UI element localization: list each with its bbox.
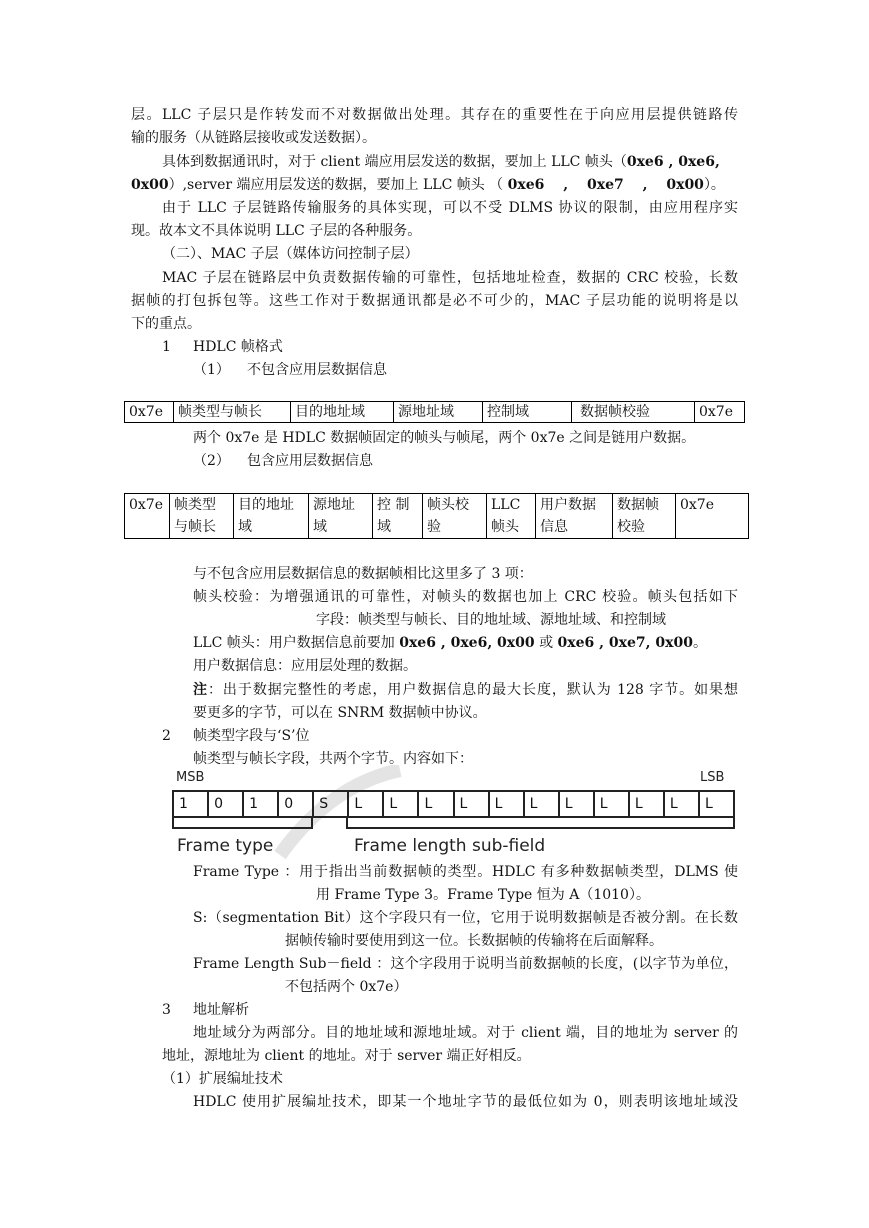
text-line: 由于 LLC 子层链路传输服务的具体实现，可以不受 DLMS 协议的限制，由应用程序实 bbox=[162, 200, 738, 216]
text-line: 用户数据信息：应用层处理的数据。 bbox=[193, 658, 417, 674]
bit-cell: L bbox=[419, 792, 454, 816]
text-span: LLC 帧头：用户数据信息前要加 bbox=[193, 635, 400, 651]
frame-length-label: Frame length sub-field bbox=[354, 836, 546, 856]
table-cell: 目的地址域 bbox=[291, 402, 394, 423]
section-number: 2 bbox=[162, 728, 171, 744]
bit-cell: L bbox=[455, 792, 490, 816]
frame-type-label: Frame type bbox=[177, 836, 274, 856]
bit-cell: 0 bbox=[279, 792, 314, 816]
frame-type-bit-diagram bbox=[172, 790, 735, 830]
text-span: 具体到数据通讯时，对于 client 端应用层发送的数据，要加上 LLC 帧头（ bbox=[162, 154, 627, 170]
subsection-number: （1） bbox=[193, 362, 230, 378]
text-line: 现。故本文不具体说明 LLC 子层的各种服务。 bbox=[131, 223, 422, 239]
bold-code: 0xe6 , 0xe7 , 0x00 bbox=[507, 177, 704, 193]
table-cell: 源地址 域 bbox=[309, 494, 373, 539]
hdlc-frame-table-with-llc bbox=[124, 493, 749, 539]
bit-cell: L bbox=[490, 792, 525, 816]
text-line: HDLC 使用扩展编址技术，即某一个地址字节的最低位如为 0，则表明该地址域没 bbox=[193, 1094, 738, 1110]
table-cell: 0x7e bbox=[125, 402, 174, 423]
table-cell: 帧类型与帧长 bbox=[174, 402, 291, 423]
bold-code: 0x00 bbox=[131, 177, 169, 193]
note-line bbox=[193, 680, 738, 700]
hdlc-frame-table-simple bbox=[124, 401, 745, 423]
bold-code: 0xe6 , 0xe6, 0x00 bbox=[399, 635, 535, 651]
subsection-heading: 包含应用层数据信息 bbox=[247, 453, 373, 469]
text-line: 不包括两个 0x7e） bbox=[285, 979, 408, 995]
table-cell: 源地址域 bbox=[394, 402, 483, 423]
text-line: 与不包含应用层数据信息的数据帧相比这里多了 3 项： bbox=[193, 566, 533, 582]
text-span: 。 bbox=[692, 635, 707, 651]
text-line: 地址，源地址为 client 的地址。对于 server 端正好相反。 bbox=[162, 1048, 531, 1064]
table-cell: 帧类型 与帧长 bbox=[170, 494, 234, 539]
text-line: Frame Length Sub－field ：这个字段用于说明当前数据帧的长度，(以字节为单位， bbox=[193, 956, 738, 972]
text-line bbox=[131, 175, 725, 195]
text-line: 输的服务（从链路层接收或发送数据）。 bbox=[131, 130, 376, 146]
bit-row bbox=[172, 790, 735, 818]
bold-code: 0xe6 , 0xe7, 0x00 bbox=[557, 635, 693, 651]
text-span: 或 bbox=[534, 635, 558, 651]
bit-cell: S bbox=[314, 792, 349, 816]
bit-cell: L bbox=[349, 792, 384, 816]
section-heading: HDLC 帧格式 bbox=[193, 339, 283, 355]
subsection-number: （2） bbox=[193, 453, 230, 469]
section-heading: 帧类型字段与‘S’位 bbox=[193, 728, 310, 744]
bit-cell: 1 bbox=[174, 792, 209, 816]
table-cell: 数据帧 校验 bbox=[613, 494, 676, 539]
text-line: 字段：帧类型与帧长、目的地址域、源地址域、和控制域 bbox=[316, 612, 666, 628]
text-line bbox=[193, 633, 707, 653]
text-line: Frame Type ：用于指出当前数据帧的类型。HDLC 有多种数据帧类型，DLMS 使 bbox=[193, 864, 738, 880]
text-line bbox=[162, 152, 720, 172]
subsection-heading: 不包含应用层数据信息 bbox=[247, 362, 387, 378]
text-line: MAC 子层在链路层中负责数据传输的可靠性，包括地址检查，数据的 CRC 校验，长数 bbox=[162, 270, 738, 286]
text-line: 要更多的字节，可以在 SNRM 数据帧中协议。 bbox=[193, 705, 487, 721]
table-cell: 帧头校 验 bbox=[423, 494, 487, 539]
section-heading: （二）、MAC 子层（媒体访问控制子层） bbox=[162, 246, 419, 262]
table-cell: 0x7e bbox=[695, 402, 745, 423]
table-cell: 目的地址 域 bbox=[234, 494, 309, 539]
bit-cell: L bbox=[525, 792, 560, 816]
bit-cell: L bbox=[595, 792, 630, 816]
bit-cell: L bbox=[630, 792, 665, 816]
table-cell: 0x7e bbox=[125, 494, 170, 539]
text-line: S:（segmentation Bit）这个字段只有一位，它用于说明数据帧是否被分割。在长数 bbox=[193, 910, 738, 926]
section-heading: 地址解析 bbox=[193, 1002, 249, 1018]
msb-label: MSB bbox=[176, 770, 205, 785]
lsb-label: LSB bbox=[700, 770, 725, 785]
text-line: 下的重点。 bbox=[131, 316, 201, 332]
section-number: 3 bbox=[162, 1002, 171, 1018]
text-line: 帧头校验：为增强通讯的可靠性，对帧头的数据也加上 CRC 校验。帧头包括如下 bbox=[193, 589, 738, 605]
text-line: 据帧的打包拆包等。这些工作对于数据通讯都是必不可少的，MAC 子层功能的说明将是以 bbox=[131, 293, 738, 309]
bit-cell: L bbox=[704, 796, 713, 812]
text-line: 两个 0x7e 是 HDLC 数据帧固定的帧头与帧尾，两个 0x7e 之间是链用户数据。 bbox=[193, 430, 696, 446]
bold-code: 0xe6 , 0xe6, bbox=[626, 154, 720, 170]
text-line: 层。LLC 子层只是作转发而不对数据做出处理。其存在的重要性在于向应用层提供链路传 bbox=[131, 107, 738, 123]
text-line: 帧类型与帧长字段，共两个字节。内容如下： bbox=[193, 751, 473, 767]
text-span: ）。 bbox=[703, 177, 725, 193]
bit-cell: 0 bbox=[209, 792, 244, 816]
bit-cell: L bbox=[560, 792, 595, 816]
text-line: 据帧传输时要使用到这一位。长数据帧的传输将在后面解释。 bbox=[285, 933, 663, 949]
subsection-heading: （1）扩展编址技术 bbox=[162, 1071, 283, 1087]
table-cell: 用户数据 信息 bbox=[536, 494, 613, 539]
table-cell: 数据帧校验 bbox=[572, 402, 695, 423]
section-number: 1 bbox=[162, 339, 171, 355]
bit-cell: 1 bbox=[244, 792, 279, 816]
text-span: ）,server 端应用层发送的数据，要加上 LLC 帧头 （ bbox=[168, 177, 508, 193]
bracket-lines bbox=[172, 816, 735, 832]
bit-cell: L bbox=[384, 792, 419, 816]
table-cell: 控制域 bbox=[483, 402, 572, 423]
text-span: ：出于数据完整性的考虑，用户数据信息的最大长度，默认为 128 字节。如果想 bbox=[207, 682, 739, 698]
table-cell: 控 制 域 bbox=[373, 494, 423, 539]
table-cell: LLC 帧头 bbox=[487, 494, 536, 539]
table-cell: 0x7e bbox=[676, 494, 749, 539]
bit-cell: L bbox=[665, 792, 700, 816]
note-label: 注 bbox=[193, 682, 208, 698]
text-line: 用 Frame Type 3。Frame Type 恒为 A（1010）。 bbox=[316, 887, 650, 903]
text-line: 地址域分为两部分。目的地址域和源地址域。对于 client 端，目的地址为 server 的 bbox=[193, 1025, 738, 1041]
